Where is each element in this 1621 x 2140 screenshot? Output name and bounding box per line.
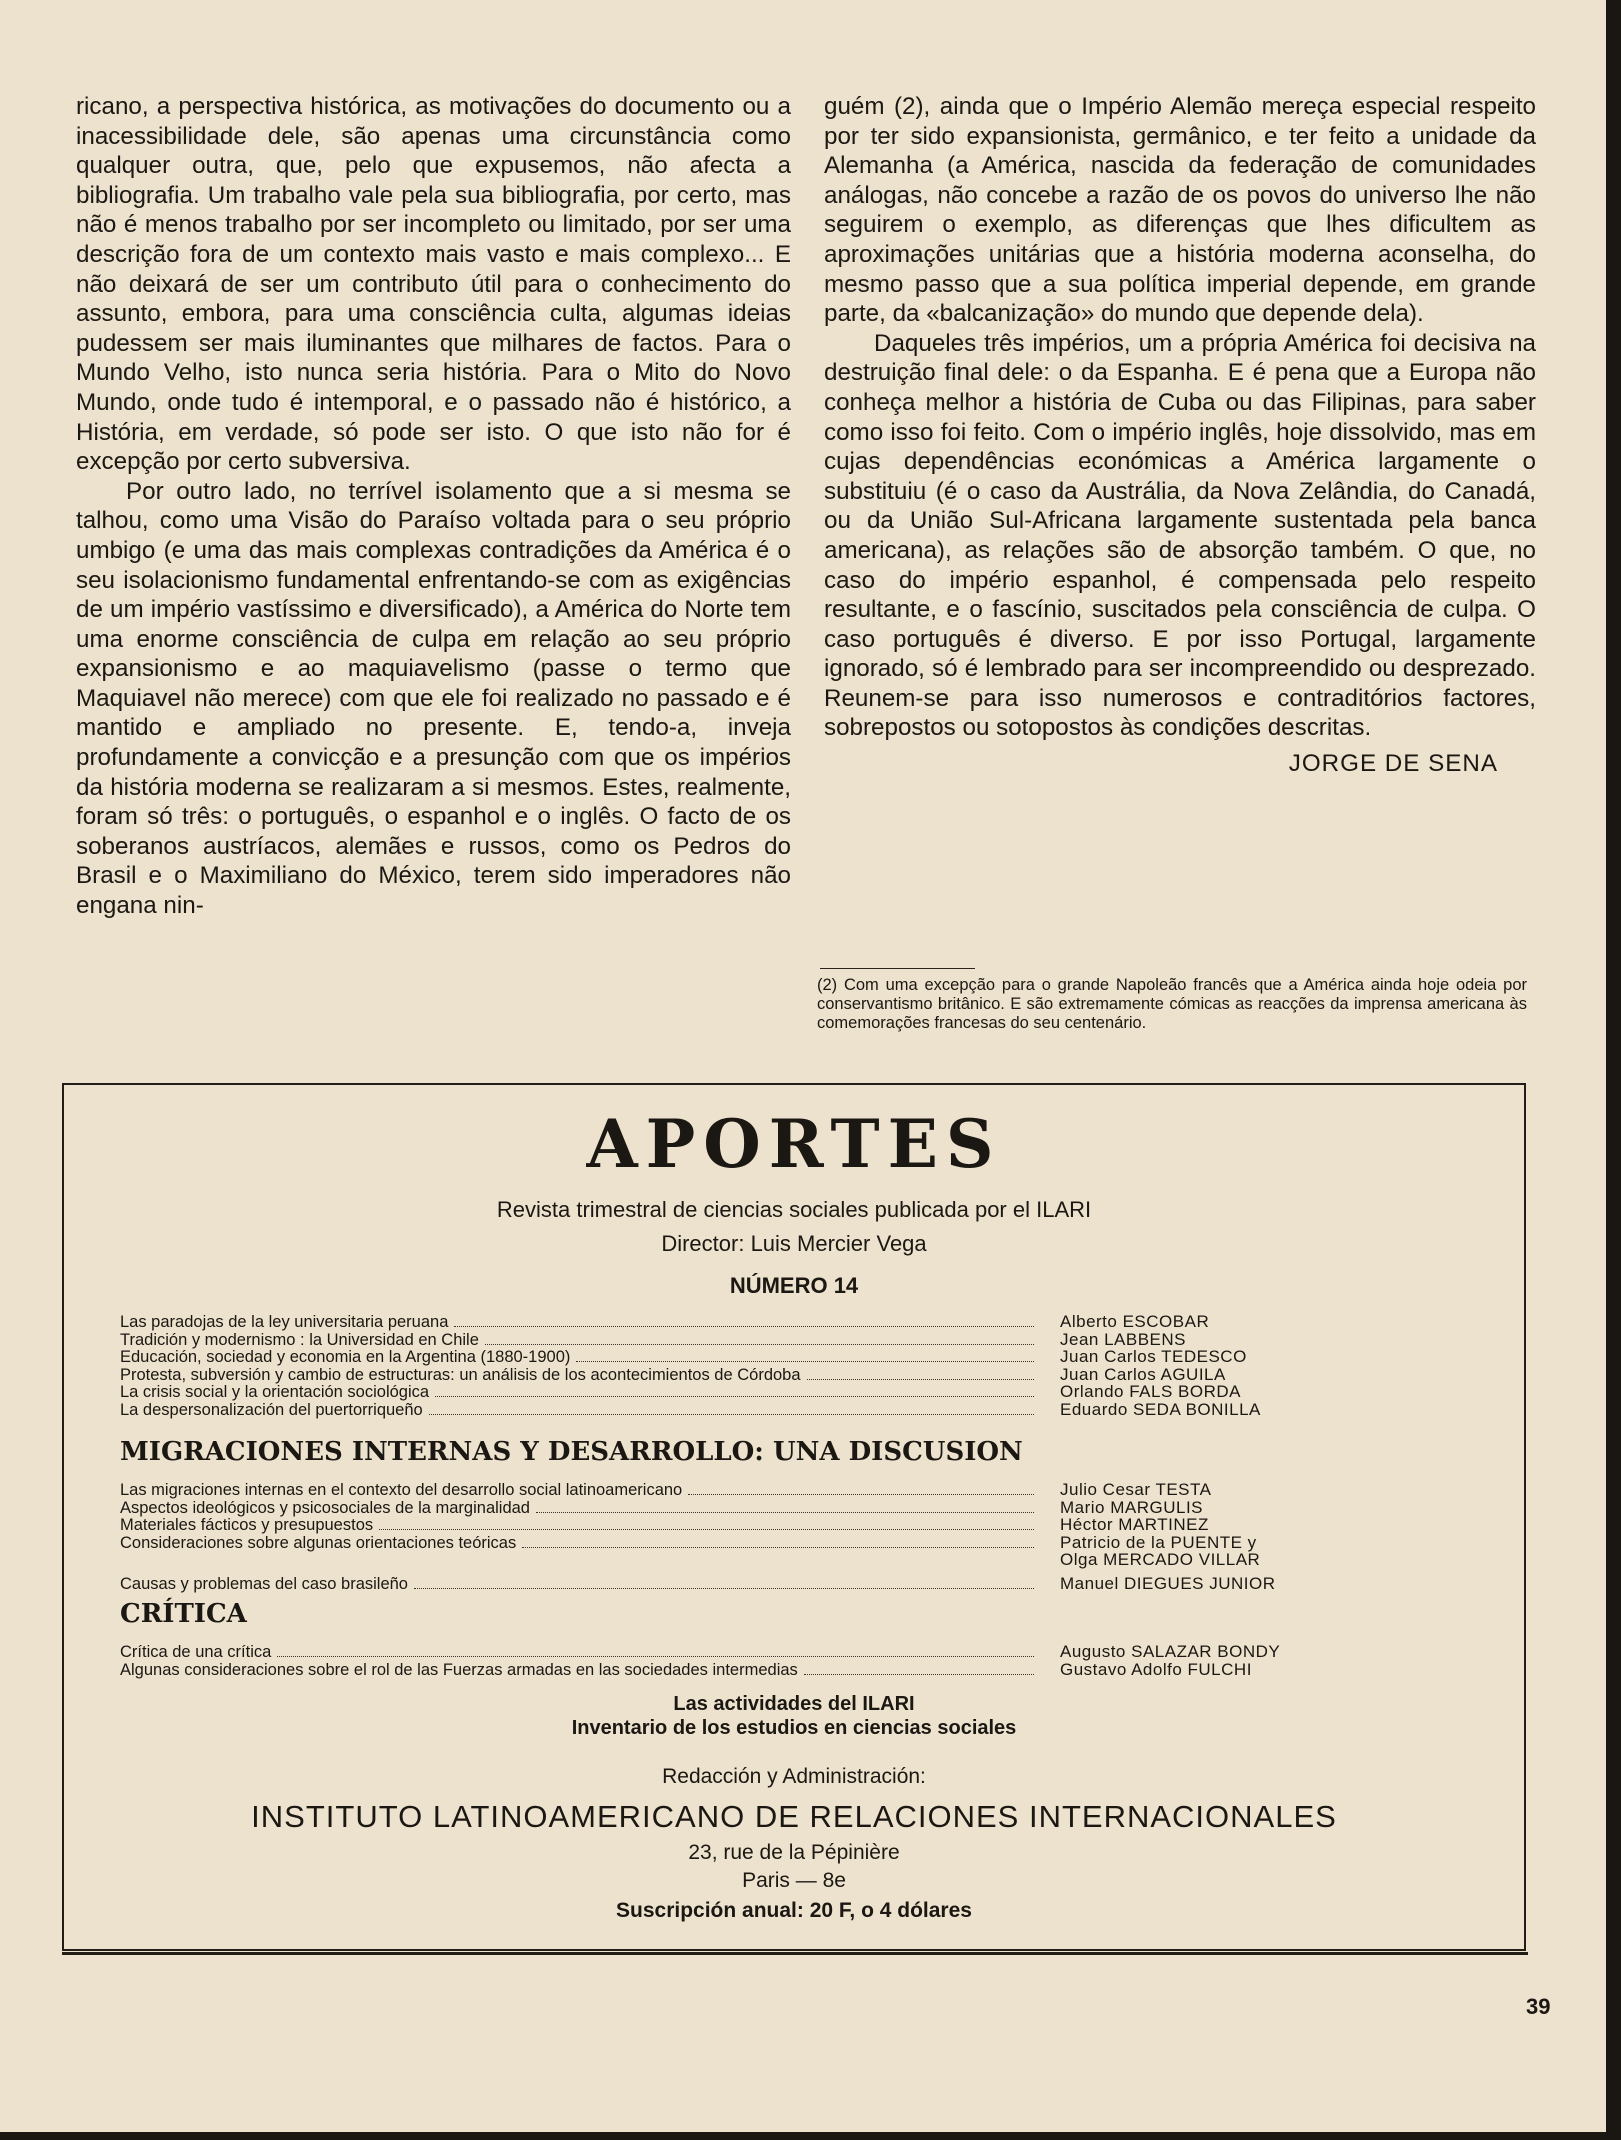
toc-author: Alberto ESCOBAR — [1060, 1312, 1210, 1331]
toc-leader — [454, 1326, 1034, 1327]
toc-author: Augusto SALAZAR BONDY — [1060, 1642, 1281, 1661]
article-column-right — [824, 92, 1536, 779]
toc-row — [120, 1383, 1480, 1401]
toc-title: La despersonalización del puertorriqueño — [120, 1400, 423, 1419]
article-paragraph: guém (2), ainda que o Império Alemão mereça especial respeito por ter sido expansionista, germânico, e ter feito a unidade da Alemanha (a América, nascida da federação de comunidades análogas, não concebe a razão de os povos do universo lhe não seguirem o exemplo, as diferenças que lhes dificultem as aproximações unitárias que a história moderna aconselha, do mesmo passo que a sua política imperial depende, em grande parte, da «balcanização» do mundo que depende dela). — [824, 93, 1536, 328]
toc-author: Olga MERCADO VILLAR — [1060, 1550, 1261, 1569]
toc-author: Julio Cesar TESTA — [1060, 1480, 1212, 1499]
aportes-advertisement — [62, 1083, 1526, 1951]
toc-title: Las migraciones internas en el contexto del desarrollo social latinoamericano — [120, 1481, 683, 1499]
toc-leader — [485, 1344, 1034, 1345]
toc-leader — [435, 1396, 1034, 1397]
toc-author: Manuel DIEGUES JUNIOR — [1060, 1573, 1276, 1593]
toc-leader — [804, 1674, 1034, 1675]
toc-title: Consideraciones sobre algunas orientaciones teóricas — [120, 1533, 517, 1552]
toc-row — [120, 1575, 1480, 1593]
toc-row — [120, 1516, 1480, 1534]
toc-author: Juan Carlos AGUILA — [1060, 1364, 1226, 1384]
toc-row — [120, 1481, 1480, 1499]
footnote-divider — [820, 968, 975, 969]
toc-list — [120, 1313, 1480, 1418]
toc-row — [120, 1661, 1480, 1679]
toc-row — [120, 1313, 1480, 1331]
ad-subtitle: Revista trimestral de ciencias sociales publicada por el ILARI — [496, 1197, 1092, 1222]
toc-author: Orlando FALS BORDA — [1060, 1382, 1241, 1401]
toc-list — [120, 1643, 1480, 1678]
ad-activities: Las actividades del ILARI — [673, 1693, 915, 1715]
ad-redaction: Redacción y Administración: — [662, 1765, 926, 1788]
toc-title: Las paradojas de la ley universitaria peruana — [120, 1313, 449, 1331]
author-signature: JORGE DE SENA — [1288, 750, 1498, 778]
ad-inventory: Inventario de los estudios en ciencias sociales — [571, 1717, 1017, 1739]
article-paragraph: Por outro lado, no terrível isolamento que a si mesma se talhou, como uma Visão do Paraíso voltada para o seu próprio umbigo (e uma das mais complexas contradições da América é o seu isolacionismo fundamental enfrentando-se com as exigências de um império vastíssimo e diversificado), a América do Norte tem uma enorme consciência de culpa em relação ao seu próprio expansionismo e ao maquiavelismo (passe o termo que Maquiavel não merece) com que ele foi realizado no passado e é mantido e ampliado no presente. E, tendo-a, inveja profundamente a convicção e a presunção com que os impérios da história moderna se realizaram a si mesmos. Estes, realmente, foram só três: o português, o espanhol e o inglês. O facto de os soberanos austríacos, alemães e russos, como os Pedros do Brasil e o Maximiliano do México, terem sido imperadores não engana nin- — [76, 477, 791, 920]
ad-title: APORTES — [586, 1105, 1002, 1183]
toc-row — [120, 1348, 1480, 1366]
toc-title: La crisis social y la orientación sociológica — [120, 1383, 430, 1401]
toc-title: Causas y problemas del caso brasileño — [120, 1574, 408, 1593]
toc-leader — [807, 1379, 1034, 1380]
toc-author: Juan Carlos TEDESCO — [1060, 1347, 1247, 1366]
toc-leader — [576, 1361, 1034, 1362]
toc-row — [120, 1499, 1480, 1517]
article-paragraph: Daqueles três impérios, um a própria América foi decisiva na destruição final dele: o da Espanha. E é pena que a Europa não conheça melhor a história de Cuba ou das Filipinas, para saber como isso foi feito. Com o império inglês, hoje dissolvido, mas em cujas dependências económicas a América largamente o substituiu (é o caso da Austrália, da Nova Zelândia, do Canadá, ou da União Sul-Africana largamente sustentada pela banca americana), as relações são de absorção também. O que, no caso do império espanhol, é compensada pelo respeito resultante, e o fascínio, suscitados pela consciência de culpa. O caso português é diverso. E por isso Portugal, largamente ignorado, só é lembrado para ser incompreendido ou desprezado. Reunem-se para isso numerosos e contraditórios factores, sobrepostos ou sotopostos às condições descritas. — [824, 329, 1536, 742]
footnote: (2) Com uma excepção para o grande Napoleão francês que a América ainda hoje odeia por conservantismo britânico. E são extremamente cómicas as reacções da imprensa americana às comemorações francesas do seu centenário. — [817, 976, 1527, 1032]
toc-author: Gustavo Adolfo FULCHI — [1060, 1659, 1252, 1679]
toc-author: Patricio de la PUENTE y — [1060, 1532, 1257, 1552]
toc-title: Aspectos ideológicos y psicosociales de la marginalidad — [120, 1498, 530, 1517]
toc-leader — [536, 1512, 1034, 1513]
toc-leader — [414, 1588, 1034, 1589]
toc-title: Materiales fácticos y presupuestos — [120, 1516, 374, 1534]
toc-title: Tradición y modernismo : la Universidad en Chile — [120, 1330, 479, 1349]
ad-address: 23, rue de la Pépinière — [688, 1841, 900, 1864]
toc-list — [120, 1481, 1480, 1592]
toc-leader — [379, 1529, 1034, 1530]
ad-director: Director: Luis Mercier Vega — [661, 1231, 927, 1256]
toc-leader — [429, 1414, 1034, 1415]
toc-row — [120, 1366, 1480, 1384]
toc-leader — [688, 1494, 1034, 1495]
toc-row — [120, 1551, 1480, 1569]
ad-institute: INSTITUTO LATINOAMERICANO DE RELACIONES INTERNACIONALES — [251, 1799, 1337, 1834]
article-column-left — [76, 92, 791, 921]
article-paragraph: ricano, a perspectiva histórica, as motivações do documento ou a inacessibilidade dele, são apenas uma circunstância como qualquer outra, que, pelo que expusemos, não afecta a bibliografia. Um trabalho vale pela sua bibliografia, por certo, mas não é menos trabalho por ser incompleto ou limitado, por ser uma descrição fora de um contexto mais vasto e mais complexo... E não deixará de ser um contributo útil para o conhecimento do assunto, embora, para uma consciência culta, algumas ideias pudessem ser mais iluminantes que milhares de factos. Para o Mundo Velho, isto nunca seria história. Para o Mito do Novo Mundo, onde tudo é intemporal, e o passado não é histórico, a História, em verdade, só pode ser isto. O que isto não for é excepção por certo subversiva. — [76, 93, 791, 476]
ad-issue-number: NÚMERO 14 — [729, 1273, 859, 1298]
toc-author: Jean LABBENS — [1060, 1329, 1187, 1349]
toc-row — [120, 1401, 1480, 1419]
toc-title: Algunas consideraciones sobre el rol de las Fuerzas armadas en las sociedades intermedias — [120, 1660, 798, 1679]
ad-subscription: Suscripción anual: 20 F, o 4 dólares — [616, 1899, 972, 1922]
toc-author: Mario MARGULIS — [1060, 1497, 1204, 1517]
toc-row — [120, 1534, 1480, 1552]
toc-author: Héctor MARTINEZ — [1060, 1515, 1209, 1534]
toc-leader — [277, 1656, 1034, 1657]
toc-title: Protesta, subversión y cambio de estructuras: un análisis de los acontecimientos de Córdoba — [120, 1365, 801, 1384]
toc-title: Educación, sociedad y economia en la Argentina (1880-1900) — [120, 1348, 571, 1366]
toc-row — [120, 1331, 1480, 1349]
toc-leader — [522, 1547, 1034, 1548]
page-number: 39 — [1526, 1994, 1551, 2019]
ad-city: Paris — 8e — [742, 1869, 846, 1892]
toc-author: Eduardo SEDA BONILLA — [1060, 1399, 1261, 1419]
toc-row — [120, 1643, 1480, 1661]
section-heading: CRÍTICA — [120, 1599, 247, 1629]
toc-title: Crítica de una crítica — [120, 1643, 272, 1661]
section-heading: MIGRACIONES INTERNAS Y DESARROLLO: UNA DISCUSION — [120, 1437, 1023, 1467]
